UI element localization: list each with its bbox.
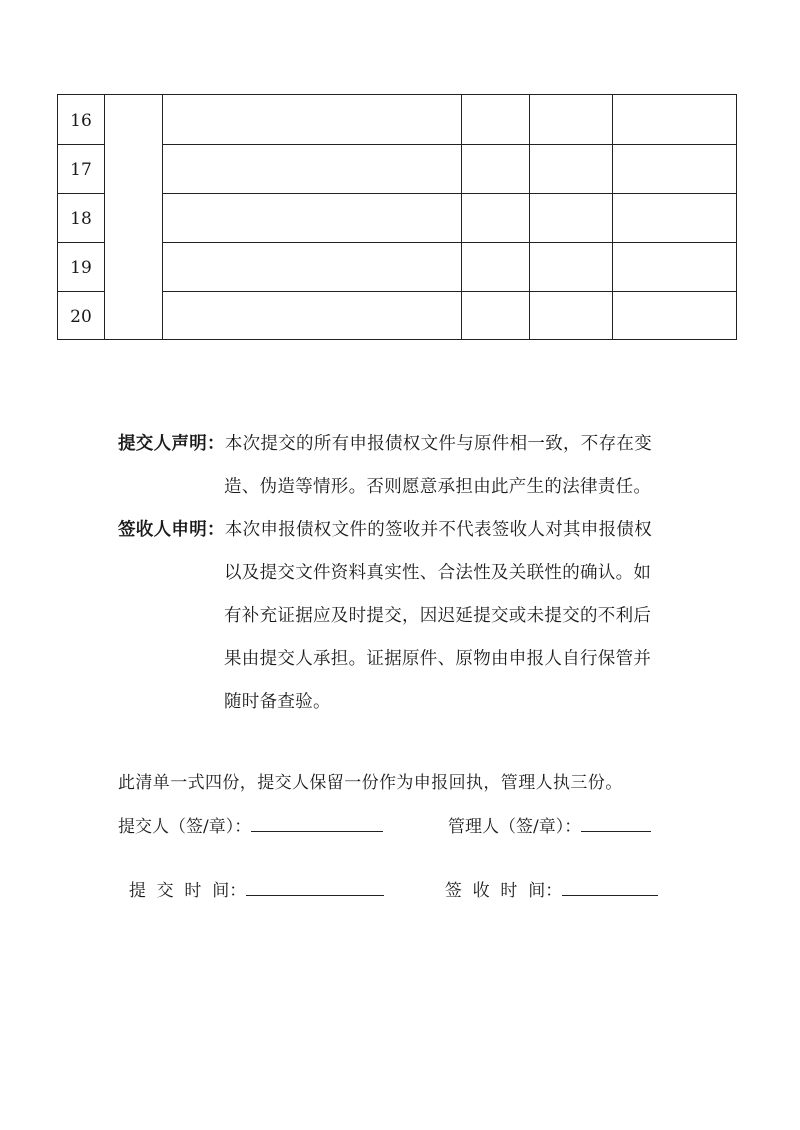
receive-time-row <box>434 856 658 901</box>
receiver-declaration-text: 本次申报债权文件的签收并不代表签收人对其申报债权 <box>224 520 653 540</box>
copies-note: 此清单一式四份，提交人保留一份作为申报回执，管理人执三份。 <box>118 773 623 793</box>
receive-time-field[interactable] <box>562 879 658 896</box>
table-row-divider <box>162 144 736 145</box>
manager-signature-row <box>448 812 651 837</box>
receiver-declaration-label: 签收人申明： <box>118 520 225 540</box>
table-row-divider <box>162 242 736 243</box>
manager-signature-label: 管理人（签/章）： <box>448 817 582 837</box>
receiver-declaration <box>118 511 652 549</box>
table-row-number: 19 <box>70 258 92 278</box>
table-col-divider <box>529 95 530 339</box>
table-col-divider <box>461 95 462 339</box>
table-row-number: 18 <box>70 209 92 229</box>
table-row-number: 16 <box>70 111 92 131</box>
submitter-signature-row <box>118 812 383 837</box>
submitter-signature-field[interactable] <box>251 815 383 832</box>
receiver-declaration-cont: 有补充证据应及时提交，因迟延提交或未提交的不利后 <box>224 606 652 626</box>
submitter-declaration-label: 提交人声明： <box>118 434 225 454</box>
submitter-declaration <box>118 425 652 463</box>
receiver-declaration-cont: 随时备查验。 <box>224 692 331 712</box>
claims-table <box>57 94 737 340</box>
table-col-divider <box>162 95 163 339</box>
submit-time-label: 提 交 时 间： <box>128 881 247 901</box>
receiver-declaration-cont: 果由提交人承担。证据原件、原物由申报人自行保管并 <box>224 649 652 669</box>
submitter-declaration-text: 本次提交的所有申报债权文件与原件相一致，不存在变 <box>224 434 653 454</box>
table-row-number: 20 <box>70 307 92 327</box>
submit-time-row <box>118 856 384 901</box>
submit-time-field[interactable] <box>246 879 384 896</box>
receiver-declaration-cont: 以及提交文件资料真实性、合法性及关联性的确认。如 <box>224 563 652 583</box>
manager-signature-field[interactable] <box>581 815 651 832</box>
receive-time-label: 签 收 时 间： <box>444 881 563 901</box>
table-col-divider <box>612 95 613 339</box>
table-row-divider <box>162 291 736 292</box>
table-col-divider <box>104 95 105 339</box>
table-row-divider <box>162 193 736 194</box>
table-row-number: 17 <box>70 160 92 180</box>
submitter-signature-label: 提交人（签/章）： <box>118 817 252 837</box>
submitter-declaration-cont: 造、伪造等情形。否则愿意承担由此产生的法律责任。 <box>224 477 652 497</box>
